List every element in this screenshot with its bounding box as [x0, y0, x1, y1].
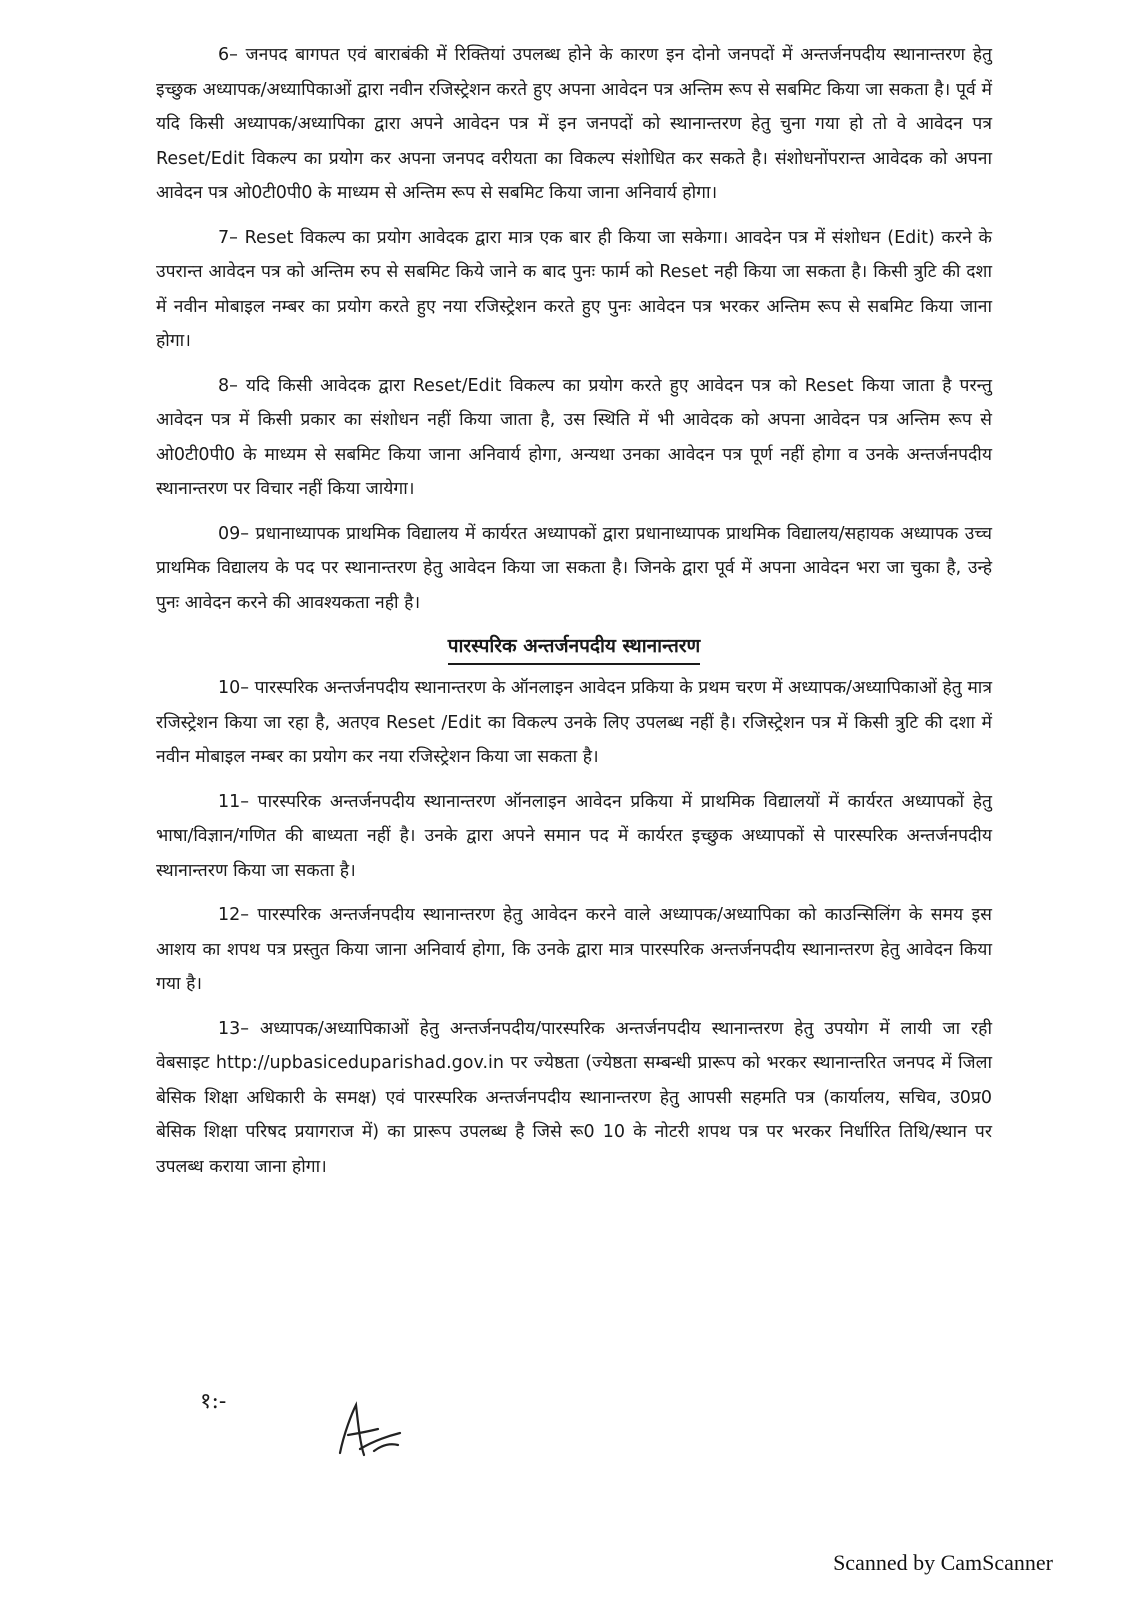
- paragraph-6: 6– जनपद बागपत एवं बाराबंकी में रिक्तियां उपलब्ध होने के कारण इन दोनो जनपदों में अन्तर्जनपदीय स्थानान्तरण हेतु इच्छुक अध्यापक/अध्यापिकाओं द्वारा नवीन रजिस्ट्रेशन करते हुए अपना आवेदन पत्र अन्तिम रूप से सबमिट किया जा सकता है। पूर्व में यदि किसी अध्यापक/अध्यापिका द्वारा अपने आवेदन पत्र में इन जनपदों को स्थानान्तरण हेतु चुना गया हो तो वे आवेदन पत्र Reset/Edit विकल्प का प्रयोग कर अपना जनपद वरीयता का विकल्प संशोधित कर सकते है। संशोधनोंपरान्त आवेदक को अपना आवेदन पत्र ओ0टी0पी0 के माध्यम से अन्तिम रूप से सबमिट किया जाना अनिवार्य होगा।: [156, 45, 992, 203]
- paragraph-9: 09– प्रधानाध्यापक प्राथमिक विद्यालय में कार्यरत अध्यापकों द्वारा प्रधानाध्यापक प्राथमिक विद्यालय/सहायक अध्यापक उच्च प्राथमिक विद्यालय के पद पर स्थानान्तरण हेतु आवेदन किया जा सकता है। जिनके द्वारा पूर्व में अपना आवेदन भरा जा चुका है, उन्हे पुनः आवेदन करने की आवश्यकता नही है।: [156, 523, 992, 613]
- paragraph-12: 12– पारस्परिक अन्तर्जनपदीय स्थानान्तरण हेतु आवेदन करने वाले अध्यापक/अध्यापिका को काउन्सिलिंग के समय इस आशय का शपथ पत्र प्रस्तुत किया जाना अनिवार्य होगा, कि उनके द्वारा मात्र पारस्परिक अन्तर्जनपदीय स्थानान्तरण हेतु आवेदन किया गया है।: [156, 905, 992, 994]
- section-heading-wrap: [156, 630, 992, 665]
- signature-area: [200, 1385, 420, 1495]
- paragraph-11: 11– पारस्परिक अन्तर्जनपदीय स्थानान्तरण ऑनलाइन आवेदन प्रकिया में प्राथमिक विद्यालयों में कार्यरत अध्यापकों हेतु भाषा/विज्ञान/गणित की बाध्यता नहीं है। उनके द्वारा अपने समान पद में कार्यरत इच्छुक अध्यापकों से पारस्परिक अन्तर्जनपदीय स्थानान्तरण किया जा सकता है।: [156, 791, 992, 881]
- document-page: [156, 38, 992, 1194]
- scanner-watermark: Scanned by CamScanner: [833, 1550, 1053, 1575]
- paragraph-10: 10– पारस्परिक अन्तर्जनपदीय स्थानान्तरण के ऑनलाइन आवेदन प्रकिया के प्रथम चरण में अध्यापक/अध्यापिकाओं हेतु मात्र रजिस्ट्रेशन किया जा रहा है, अतएव Reset /Edit का विकल्प उनके लिए उपलब्ध नहीं है। रजिस्ट्रेशन पत्र में किसी त्रुटि की दशा में नवीन मोबाइल नम्बर का प्रयोग कर नया रजिस्ट्रेशन किया जा सकता है।: [156, 678, 992, 767]
- paragraph-8: 8– यदि किसी आवेदक द्वारा Reset/Edit विकल्प का प्रयोग करते हुए आवेदन पत्र को Reset किया जाता है परन्तु आवेदन पत्र में किसी प्रकार का संशोधन नहीं किया जाता है, उस स्थिति में भी आवेदक को अपना आवेदन पत्र अन्तिम रूप से ओ0टी0पी0 के माध्यम से सबमिट किया जाना अनिवार्य होगा, अन्यथा उनका आवेदन पत्र पूर्ण नहीं होगा व उनके अन्तर्जनपदीय स्थानान्तरण पर विचार नहीं किया जायेगा।: [156, 375, 992, 499]
- section-heading: पारस्परिक अन्तर्जनपदीय स्थानान्तरण: [448, 630, 701, 665]
- paragraph-7: 7– Reset विकल्प का प्रयोग आवेदक द्वारा मात्र एक बार ही किया जा सकेगा। आवदेन पत्र में संशोधन (Edit) करने के उपरान्त आवेदन पत्र को अन्तिम रुप से सबमिट किये जाने क बाद पुनः फार्म को Reset नही किया जा सकता है। किसी त्रुटि की दशा में नवीन मोबाइल नम्बर का प्रयोग करते हुए नया रजिस्ट्रेशन करते हुए पुनः आवेदन पत्र भरकर अन्तिम रूप से सबमिट किया जाना होगा।: [156, 227, 992, 351]
- initial-mark: १:-: [200, 1389, 227, 1414]
- signature-icon: [330, 1393, 410, 1473]
- paragraph-13: 13– अध्यापक/अध्यापिकाओं हेतु अन्तर्जनपदीय/पारस्परिक अन्तर्जनपदीय स्थानान्तरण हेतु उपयोग में लायी जा रही वेबसाइट http://upbasiceduparishad.gov.in पर ज्येष्ठता (ज्येष्ठता सम्बन्धी प्रारूप को भरकर स्थानान्तरित जनपद में जिला बेसिक शिक्षा अधिकारी के समक्ष) एवं पारस्परिक अन्तर्जनपदीय स्थानान्तरण हेतु आपसी सहमति पत्र (कार्यालय, सचिव, उ0प्र0 बेसिक शिक्षा परिषद प्रयागराज में) का प्रारूप उपलब्ध है जिसे रू0 10 के नोटरी शपथ पत्र पर भरकर निर्धारित तिथि/स्थान पर उपलब्ध कराया जाना होगा।: [156, 1018, 992, 1177]
